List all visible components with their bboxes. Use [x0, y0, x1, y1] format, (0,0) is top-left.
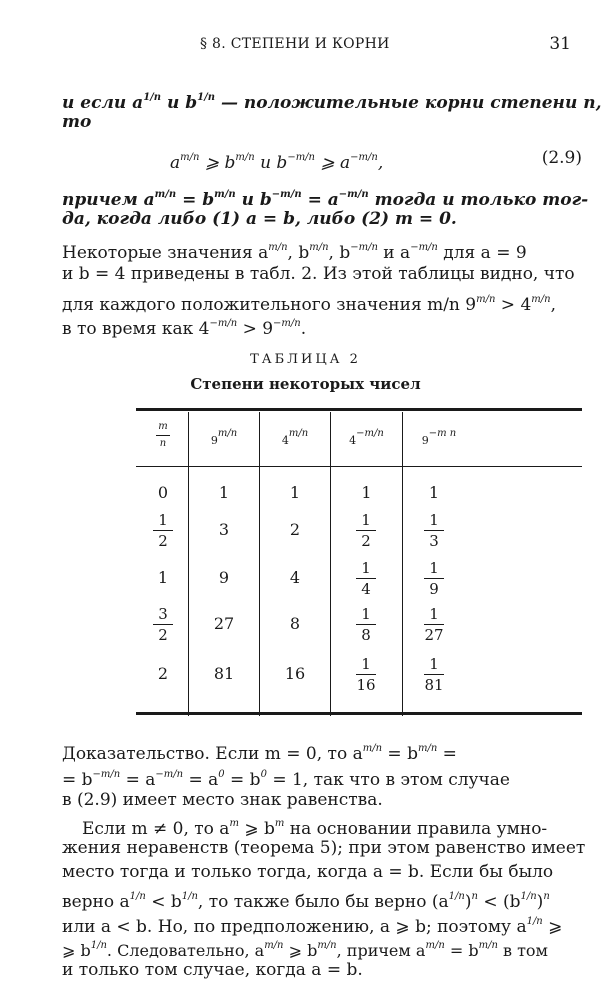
- text-span: место тогда и только тогда, когда a = b. Если бы было: [62, 862, 554, 882]
- exponent: −m/n: [287, 152, 315, 163]
- table-cell-fraction: [346, 605, 386, 644]
- header-9-neg-power: [404, 428, 474, 447]
- page-number: 31: [549, 34, 571, 54]
- table-col-divider: [188, 412, 189, 716]
- exponent: −m n: [428, 428, 457, 439]
- base: 4: [281, 434, 289, 447]
- text-span: ⩾ b: [283, 941, 318, 960]
- text-span: верно a: [62, 892, 130, 912]
- fraction-denominator: 2: [158, 532, 168, 550]
- table-col-divider: [402, 412, 403, 716]
- text-span: ): [536, 892, 544, 912]
- fraction-numerator: 1: [361, 655, 371, 673]
- text-span: > 9: [237, 319, 274, 339]
- fraction-bar: [424, 578, 444, 579]
- proof-line-3: [62, 788, 582, 812]
- exponent: 1/n: [197, 92, 216, 103]
- running-header: [0, 36, 611, 58]
- text-span: , то также было бы верно (a: [197, 892, 449, 912]
- text-span: Доказательство. Если m = 0, то a: [62, 744, 363, 764]
- fraction-denominator: 2: [158, 626, 168, 644]
- fraction-denominator: 4: [361, 580, 371, 598]
- base: 9: [421, 434, 429, 447]
- exponent: m/n: [180, 152, 200, 163]
- exponent: 0: [218, 769, 225, 780]
- text-span: = 1, так что в этом случае: [266, 770, 510, 790]
- text-span: a: [170, 153, 181, 173]
- text-span: да, когда либо (1) a = b, либо (2) m = 0.: [62, 209, 457, 229]
- table-cell: 2: [289, 520, 301, 539]
- text-span: и если a: [62, 93, 144, 113]
- text-line-6: [62, 236, 582, 265]
- text-span: и b = 4 приведены в табл. 2. Из этой таблицы видно, что: [62, 264, 575, 284]
- text-span: =: [437, 744, 457, 764]
- fraction-denominator: 9: [429, 580, 439, 598]
- table-cell-fraction: [346, 511, 386, 550]
- fraction-numerator: 3: [158, 605, 168, 623]
- proof-line-5: [62, 836, 586, 860]
- fraction-denominator: n: [159, 438, 167, 449]
- table-cell-mn-fraction: [143, 511, 183, 550]
- header-m-over-n: [148, 420, 178, 451]
- text-span: < b: [145, 892, 182, 912]
- proof-line-10: [62, 958, 582, 982]
- fraction-bar: [424, 674, 444, 675]
- text-span: = b: [62, 770, 93, 790]
- table-cell: 9: [218, 568, 230, 587]
- equation-body: [170, 146, 383, 175]
- text-span: в то время как 4: [62, 319, 210, 339]
- table-cell-mn-fraction: [143, 605, 183, 644]
- text-span: Если m ≠ 0, то a: [82, 819, 230, 839]
- text-span: ⩾ b: [199, 153, 236, 173]
- exponent: m/n: [235, 152, 255, 163]
- exponent: 0: [260, 769, 267, 780]
- text-span: ⩾ b: [62, 941, 91, 960]
- text-span: = b: [176, 190, 215, 210]
- fraction-numerator: 1: [361, 511, 371, 529]
- text-span: и a: [377, 243, 411, 263]
- exponent: m/n: [264, 940, 284, 951]
- fraction-bar: [356, 674, 376, 675]
- text-span: ⩾: [542, 917, 563, 937]
- exponent: 1/n: [129, 891, 146, 902]
- text-span: на основании правила умно-: [284, 819, 548, 839]
- text-span: — положительные корни степени n,: [215, 93, 602, 113]
- exponent: −m/n: [350, 152, 378, 163]
- proof-line-1: [62, 737, 582, 766]
- exponent: −m/n: [92, 769, 121, 780]
- text-span: ): [464, 892, 472, 912]
- table-cell-fraction: [414, 559, 454, 598]
- table-cell: 1: [361, 483, 372, 502]
- fraction-bar: [153, 530, 173, 531]
- fraction-numerator: 1: [429, 559, 439, 577]
- table-cell: 27: [213, 614, 235, 633]
- fraction-numerator: 1: [361, 605, 371, 623]
- fraction-denominator: 3: [429, 532, 439, 550]
- fraction-bar: [153, 624, 173, 625]
- text-span: > 4: [495, 295, 532, 315]
- equation-number: (2.9): [541, 148, 582, 168]
- fraction-bar: [356, 578, 376, 579]
- exponent: m/n: [531, 294, 551, 305]
- fraction-numerator: 1: [429, 605, 439, 623]
- text-span: ,: [550, 295, 556, 315]
- table-cell: 81: [213, 664, 235, 683]
- text-span: Некоторые значения a: [62, 243, 269, 263]
- fraction-numerator: 1: [429, 511, 439, 529]
- text-line-9: [62, 312, 582, 341]
- text-line-7: [62, 262, 582, 286]
- fraction-bar: [356, 530, 376, 531]
- exponent: m/n: [309, 242, 329, 253]
- table-cell-mn: 1: [157, 568, 169, 587]
- text-span: , b: [287, 243, 310, 263]
- fraction-numerator: 1: [158, 511, 168, 529]
- exponent: −m/n: [356, 428, 384, 439]
- exponent: −m/n: [273, 318, 301, 329]
- fraction-denominator: 16: [356, 676, 376, 694]
- text-span: ⩾ b: [238, 819, 275, 839]
- text-span: ,: [377, 153, 384, 173]
- exponent: m: [274, 818, 285, 829]
- exponent: 1/n: [448, 891, 465, 902]
- exponent: 1/n: [526, 916, 543, 927]
- text-span: , причем a: [336, 941, 426, 960]
- table-col-divider: [330, 412, 331, 716]
- exponent: n: [543, 891, 550, 902]
- exponent: −m/n: [155, 769, 184, 780]
- exponent: m/n: [425, 940, 445, 951]
- table-bottom-rule: [136, 712, 582, 715]
- text-span: = b: [444, 941, 479, 960]
- text-span: и b: [235, 190, 272, 210]
- exponent: 1/n: [181, 891, 198, 902]
- exponent: 1/n: [90, 940, 107, 951]
- table-top-rule: [136, 408, 582, 411]
- table-cell: 8: [289, 614, 301, 633]
- exponent: −m/n: [410, 242, 438, 253]
- exponent: m/n: [288, 428, 309, 439]
- fraction-numerator: 1: [361, 559, 371, 577]
- text-line-2: [62, 110, 582, 134]
- fraction-numerator: m: [158, 421, 168, 432]
- table-cell: 3: [218, 520, 230, 539]
- exponent: −m/n: [271, 189, 302, 200]
- exponent: m: [229, 818, 239, 829]
- text-span: и только том случае, когда a = b.: [62, 960, 363, 980]
- table-cell: 1: [428, 483, 440, 502]
- header-4-power: [261, 428, 329, 447]
- exponent: 1/n: [143, 92, 162, 103]
- fraction-denominator: 8: [361, 626, 371, 644]
- exponent: −m/n: [338, 189, 369, 200]
- table-cell: 4: [289, 568, 301, 587]
- text-span: для a = 9: [437, 243, 527, 263]
- text-span: = a: [301, 190, 339, 210]
- table-cell-fraction: [414, 655, 454, 694]
- text-span: , b: [328, 243, 351, 263]
- table-header-rule: [136, 466, 582, 467]
- exponent: m/n: [214, 189, 236, 200]
- table-title: Степени некоторых чисел: [190, 375, 421, 393]
- table-cell-fraction: [346, 559, 386, 598]
- text-span: то: [62, 112, 92, 132]
- text-span: тогда и только тог-: [368, 190, 589, 210]
- text-span: .: [300, 319, 307, 339]
- text-span: = b: [224, 770, 261, 790]
- text-span: . Следовательно, a: [106, 941, 265, 960]
- fraction-bar: [424, 530, 444, 531]
- base: 4: [349, 434, 357, 447]
- exponent: m/n: [478, 940, 498, 951]
- exponent: m/n: [317, 940, 337, 951]
- exponent: m/n: [362, 743, 383, 754]
- text-span: = a: [120, 770, 156, 790]
- exponent: m/n: [476, 294, 496, 305]
- exponent: m/n: [217, 428, 238, 439]
- base: 9: [210, 434, 218, 447]
- fraction-bar: [156, 435, 170, 436]
- exponent: m/n: [268, 242, 288, 253]
- text-span: < (b: [477, 892, 521, 912]
- table-cell: 16: [284, 664, 306, 683]
- text-span: = a: [183, 770, 219, 790]
- table-cell-mn: 2: [157, 664, 169, 683]
- fraction-bar: [424, 624, 444, 625]
- header-title: § 8. СТЕПЕНИ И КОРНИ: [200, 36, 390, 52]
- text-span: причем a: [62, 190, 155, 210]
- exponent: m/n: [154, 189, 177, 200]
- fraction-numerator: 1: [429, 655, 439, 673]
- exponent: n: [471, 891, 478, 902]
- text-span: в том: [497, 941, 548, 960]
- table-col-divider: [259, 412, 260, 716]
- text-span: = b: [382, 744, 418, 764]
- text-span: и b: [161, 93, 198, 113]
- proof-line-6: [62, 860, 582, 884]
- header-4-neg-power: [332, 428, 401, 447]
- text-span: жения неравенств (теорема 5); при этом равенство имеет: [62, 838, 586, 858]
- exponent: −m/n: [209, 318, 238, 329]
- fraction-denominator: 2: [361, 532, 371, 550]
- exponent: 1/n: [520, 891, 537, 902]
- table-cell-mn: 0: [157, 483, 169, 502]
- text-span: в (2.9) имеет место знак равенства.: [62, 790, 383, 810]
- fraction-denominator: 27: [424, 626, 444, 644]
- text-span: и b: [254, 153, 288, 173]
- table-cell: 1: [218, 483, 230, 502]
- table-cell: 1: [289, 483, 301, 502]
- table-cell-fraction: [414, 605, 454, 644]
- header-9-power: [190, 428, 258, 447]
- text-span: или a < b. Но, по предположению, a ⩾ b; поэтому a: [62, 917, 527, 937]
- fraction-bar: [356, 624, 376, 625]
- text-span: для каждого положительного значения m/n 9: [62, 295, 477, 315]
- exponent: −m/n: [350, 242, 378, 253]
- text-span: ⩾ a: [314, 153, 351, 173]
- fraction-denominator: 81: [424, 676, 444, 694]
- text-line-5: [62, 207, 582, 231]
- table-number: ТАБЛИЦА 2: [250, 352, 361, 367]
- table-cell-fraction: [346, 655, 386, 694]
- exponent: m/n: [417, 743, 438, 754]
- table-cell-fraction: [414, 511, 454, 550]
